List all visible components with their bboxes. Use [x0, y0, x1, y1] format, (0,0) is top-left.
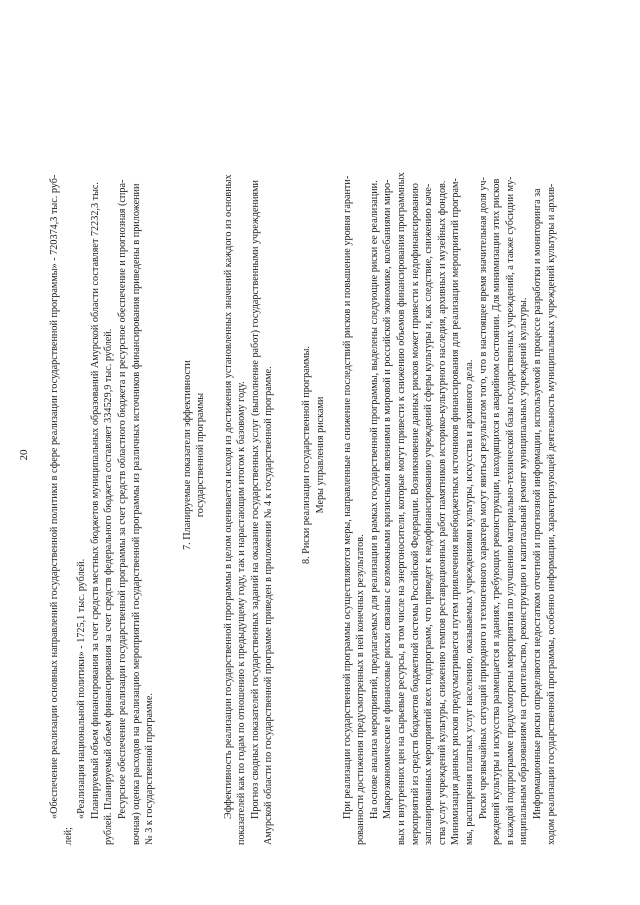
paragraph-line: показателей как по годам по отношению к предыдущему году, так и нарастающим итогом к базовому году. — [236, 381, 248, 845]
document-body — [48, 65, 558, 845]
paragraph-line: ходом реализации государственной программы, особенно информации, характеризующей деятельность муниципальных учреждений культуры и архив- — [545, 183, 557, 845]
paragraph-line: в каждой подпрограмме предусмотрены мероприятия по улучшению материально-технической базы государственных учреждений, а также субсидии му- — [504, 176, 516, 845]
paragraph-line: рублей. Планируемый объем финансирования за счет средств федерального бюджета составляет 334529,9 тыс. рублей. — [103, 328, 115, 845]
paragraph-line: рованности достижения предусмотренных в ней конечных результатов. — [355, 534, 367, 845]
section-heading-line: 7. Планируемые показатели эффективности — [181, 360, 193, 550]
line-spacer — [208, 65, 222, 845]
paragraph-line: мы, расширения платных услуг населению, оказываемых учреждениями культуры, искусства и архивного дела. — [464, 359, 476, 845]
paragraph-line: Риски чрезвычайных ситуаций природного и техногенного характера могут явиться результатом того, что в настоящее время значительная доля уч- — [477, 177, 489, 819]
line-spacer — [157, 65, 181, 845]
paragraph-line: № 3 к государственной программе. — [144, 693, 156, 845]
section-heading-line: Меры управления рисками — [314, 396, 326, 514]
paragraph-line: Минимизация данных рисков предусматривается путем привлечения внебюджетных источников финансирования для реализации мероприятий програм- — [450, 178, 462, 845]
section-heading-line: 8. Риски реализации государственной программы. — [300, 346, 312, 564]
paragraph-line: ства услуг учреждений культуры, снижению темпов реставрационных работ памятников историко-культурного наследия, архивных и музейных фондов. — [436, 180, 448, 845]
paragraph-line: Эффективность реализации государственной программы в целом оценивается исходя из достижения установленных значений каждого из основных — [222, 174, 234, 819]
paragraph-line: реждений культуры и искусства размещается в зданиях, требующих реконструкции, находящихся в аварийном состоянии. Для минимизации этих рисков — [491, 178, 503, 845]
paragraph-line: лей; — [62, 827, 74, 845]
section-heading-line: государственной программы — [195, 392, 207, 518]
paragraph-line: вых и внутренних цен на сырьевые ресурсы, в том числе на энергоносители, которые могут привести к снижению объемов финансирования программных — [396, 172, 408, 845]
line-spacer — [327, 65, 341, 845]
rotated-document-page — [18, 65, 618, 845]
paragraph-line: мероприятий из средств бюджетов бюджетной системы Российской Федерации. Возникновение данных рисков может привести к недофинансированию — [409, 183, 421, 845]
paragraph-line: запланированных мероприятий всех подпрограмм, что приведет к недофинансированию учреждений сферы культуры и, как следствие, снижению каче- — [423, 183, 435, 845]
paragraph-line: ниципальным образованиям на строительство, реконструкцию и капитальный ремонт муниципальных учреждений культуры. — [518, 297, 530, 845]
paragraph-line: «Обеспечение реализации основных направлений государственной политики в сфере реализации государственной программы» - 720374,3 тыс. руб- — [49, 174, 60, 819]
paragraph-line: На основе анализа мероприятий, предлагаемых для реализации в рамках государственной программы, выделены следующие риски ее реализации. — [368, 180, 380, 819]
paragraph-line: Макроэкономические и финансовые риски связаны с возможными кризисными явлениями в мировой и российской экономике, колебаниями миро- — [382, 179, 394, 819]
paragraph-line: вочная) оценка расходов на реализацию мероприятий государственной программы из различных источников финансирования приведены в приложении — [130, 183, 142, 845]
paragraph-line: Планируемый объем финансирования за счет средств местных бюджетов муниципальных образований Амурской области составляет 72232,3 тыс. — [89, 182, 101, 819]
paragraph-line: При реализации государственной программы осуществляются меры, направленные на снижение последствий рисков и повышение уровня гаранти- — [341, 175, 353, 819]
paragraph-line: Информационные риски определяются недостатком отчетной и прогнозной информации, используемой в процессе разработки и мониторинга за — [532, 188, 543, 819]
paragraph-line: Прогноз сводных показателей государственных заданий на оказание государственных услуг (выполнение работ) государственными учреждениями — [249, 179, 261, 819]
line-spacer — [276, 65, 300, 845]
page-number: 20 — [18, 449, 30, 461]
paragraph-line: Ресурсное обеспечение реализации государственной программы за счет средств областного бюджета и ресурсное обеспечение и прогнозная (спра- — [116, 179, 128, 819]
paragraph-line: «Реализация национальной политики» - 1725,1 тыс. рублей. — [76, 558, 88, 819]
paragraph-line: Амурской области по государственной программе приведен в приложении № 4 к государственной программе. — [263, 366, 275, 845]
